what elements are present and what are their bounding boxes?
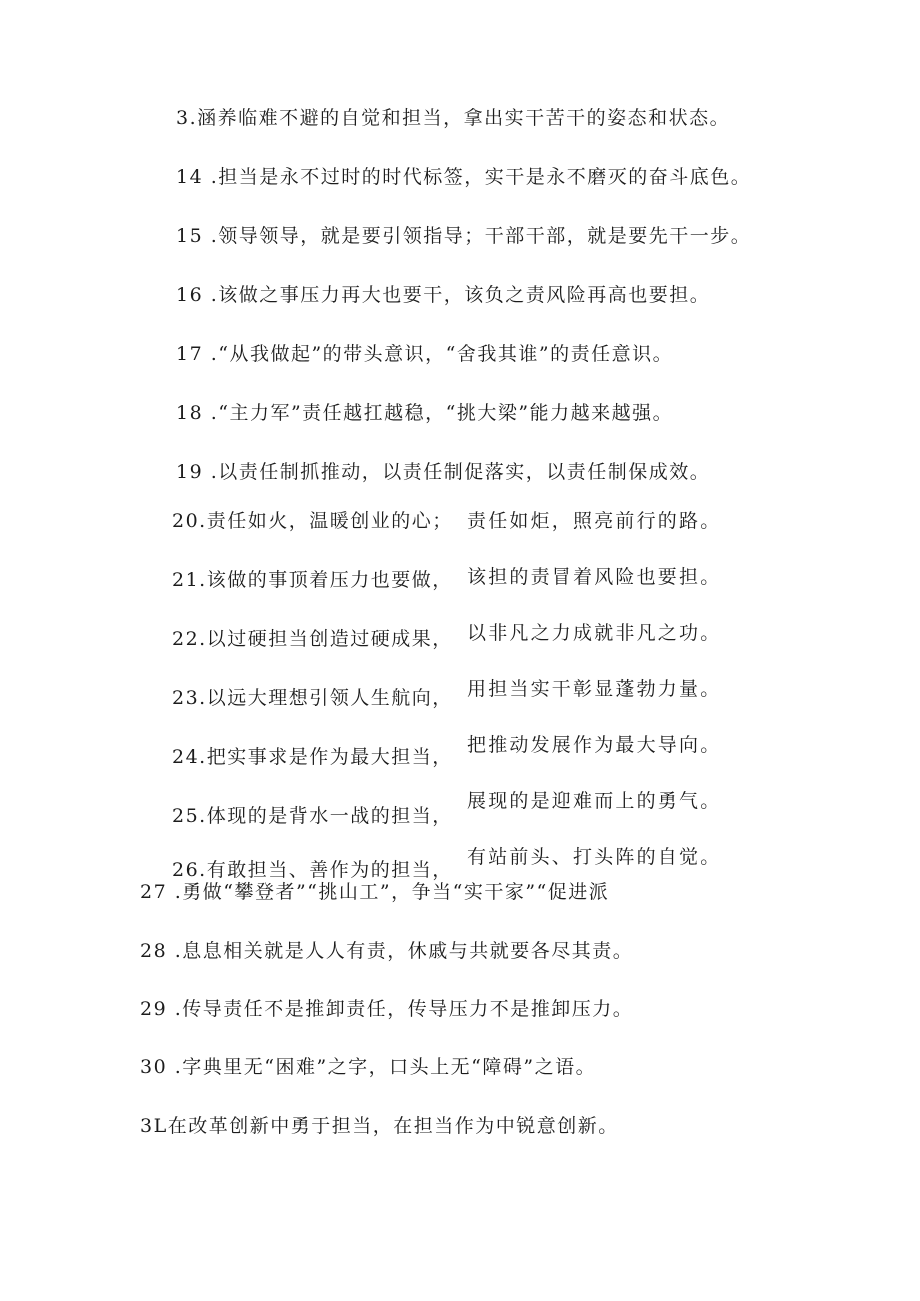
text-line-20-left: 20.责任如火，温暖创业的心； (172, 510, 453, 532)
text-line-26-right: 有站前头、打头阵的自觉。 (467, 846, 722, 868)
text-line-17: 17 .“从我做起”的带头意识，“舍我其谁”的责任意识。 (176, 343, 674, 365)
text-line-25-left: 25.体现的是背水一战的担当， (172, 805, 453, 827)
text-line-24-left: 24.把实事求是作为最大担当， (172, 746, 453, 768)
text-line-25-right: 展现的是迎难而上的勇气。 (467, 790, 722, 812)
text-line-15: 15 .领导领导，就是要引领指导；干部干部，就是要先干一步。 (176, 225, 752, 247)
text-line-16: 16 .该做之事压力再大也要干，该负之责风险再高也要担。 (176, 284, 711, 306)
text-line-28: 28 .息息相关就是人人有责，休戚与共就要各尽其责。 (140, 940, 634, 962)
text-line-21-left: 21.该做的事顶着压力也要做， (172, 569, 453, 591)
text-line-19: 19 .以责任制抓推动，以责任制促落实，以责任制保成效。 (176, 461, 711, 483)
text-line-29: 29 .传导责任不是推卸责任，传导压力不是推卸压力。 (140, 998, 634, 1020)
text-line-3: 3.涵养临难不避的自觉和担当，拿出实干苦干的姿态和状态。 (176, 107, 731, 129)
text-line-21-right: 该担的责冒着风险也要担。 (467, 566, 722, 588)
text-line-23-left: 23.以远大理想引领人生航向， (172, 687, 453, 709)
text-line-14: 14 .担当是永不过时的时代标签，实干是永不磨灭的奋斗底色。 (176, 166, 752, 188)
text-line-26-left-clipped: 26.有敢担当、善作为的担当， (172, 859, 453, 881)
text-line-22-right: 以非凡之力成就非凡之功。 (467, 622, 722, 644)
text-line-18: 18 .“主力军”责任越扛越稳，“挑大梁”能力越来越强。 (176, 402, 674, 424)
text-line-24-right: 把推动发展作为最大导向。 (467, 734, 722, 756)
text-line-23-right: 用担当实干彰显蓬勃力量。 (467, 678, 722, 700)
text-line-30: 30 .字典里无“困难”之字，口头上无“障碍”之语。 (140, 1056, 597, 1078)
text-line-22-left: 22.以过硬担当创造过硬成果， (172, 628, 453, 650)
text-line-31: 3L在改革创新中勇于担当，在担当作为中锐意创新。 (140, 1115, 619, 1137)
text-line-20-right: 责任如炬，照亮前行的路。 (467, 510, 722, 532)
text-line-27: 27 .勇做“攀登者”“挑山工”，争当“实干家”“促进派 (140, 881, 610, 903)
